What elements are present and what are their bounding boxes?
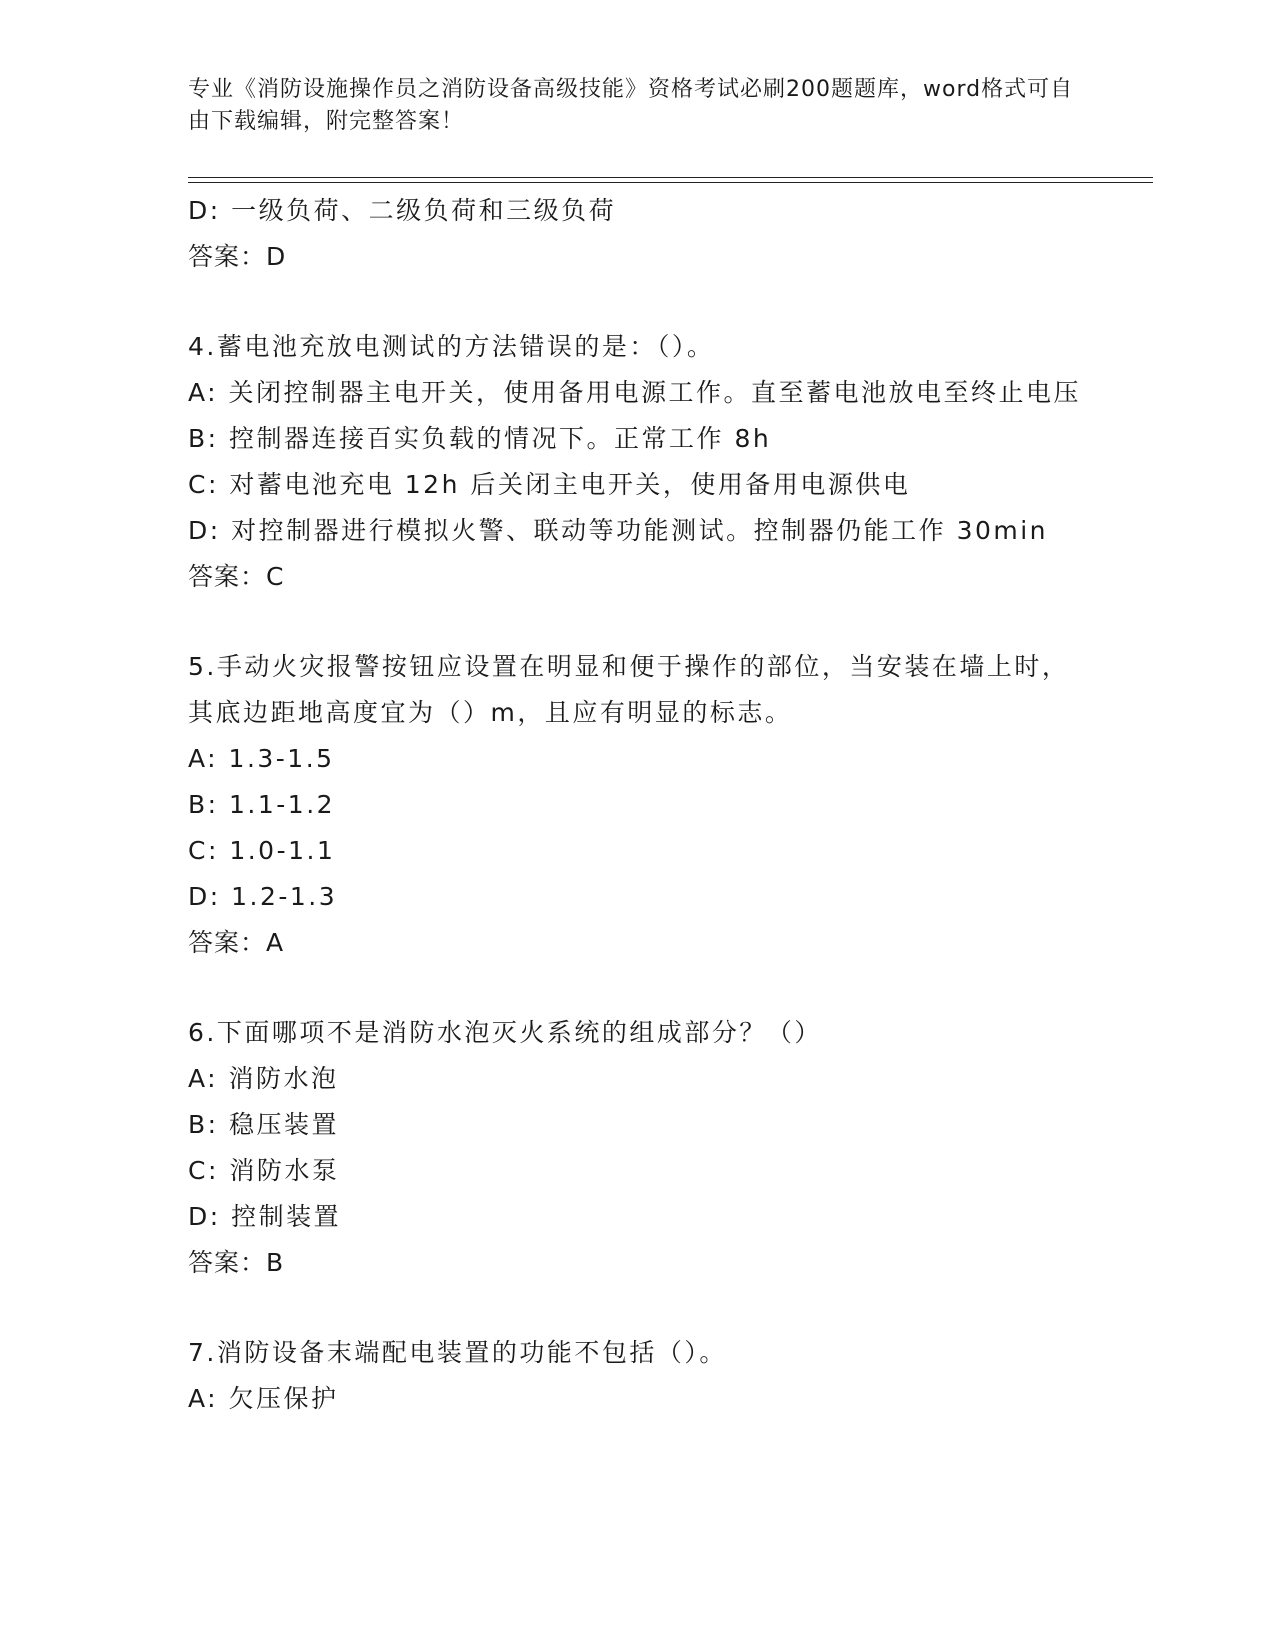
document-header: 专业《消防设施操作员之消防设备高级技能》资格考试必刷200题题库，word格式可自由下载编辑，附完整答案！: [188, 77, 1074, 134]
answer-line: 答案：A: [188, 928, 285, 957]
answer-line: 答案：C: [188, 562, 285, 591]
answer-line: 答案：D: [188, 242, 287, 271]
option-c: C: 1.0-1.1: [188, 836, 336, 865]
question-stem: 5.手动火灾报警按钮应设置在明显和便于操作的部位，当安装在墙上时，其底边距地高度宜为（）m，且应有明显的标志。: [188, 652, 1070, 727]
option-d: D: 对控制器进行模拟火警、联动等功能测试。控制器仍能工作 30min: [188, 516, 1049, 545]
question-stem: 4.蓄电池充放电测试的方法错误的是：（）。: [188, 332, 715, 361]
question-5: [188, 644, 1088, 966]
option-c: C: 消防水泵: [188, 1156, 340, 1185]
option-b: B: 控制器连接百实负载的情况下。正常工作 8h: [188, 424, 772, 453]
option-a: A: 1.3-1.5: [188, 744, 335, 773]
previous-question-tail: [188, 188, 1088, 280]
option-a: A: 消防水泡: [188, 1064, 339, 1093]
answer-line: 答案：B: [188, 1248, 285, 1277]
option-d: D: 1.2-1.3: [188, 882, 338, 911]
header-divider-top: [188, 177, 1153, 178]
question-stem: 7.消防设备末端配电装置的功能不包括（）。: [188, 1338, 727, 1367]
question-7: [188, 1330, 1088, 1422]
question-list: [188, 188, 1088, 1422]
option-a: A: 欠压保护: [188, 1384, 339, 1413]
option-c: C: 对蓄电池充电 12h 后关闭主电开关，使用备用电源供电: [188, 470, 911, 499]
option-d: D: 控制装置: [188, 1202, 342, 1231]
option-a: A: 关闭控制器主电开关，使用备用电源工作。直至蓄电池放电至终止电压: [188, 378, 1082, 407]
question-4: [188, 324, 1088, 600]
header-divider-bottom: [188, 182, 1153, 183]
option-b: B: 1.1-1.2: [188, 790, 336, 819]
question-stem: 6.下面哪项不是消防水泡灭火系统的组成部分？（）: [188, 1018, 822, 1047]
question-6: [188, 1010, 1088, 1286]
option-d: D: 一级负荷、二级负荷和三级负荷: [188, 196, 617, 225]
option-b: B: 稳压装置: [188, 1110, 340, 1139]
